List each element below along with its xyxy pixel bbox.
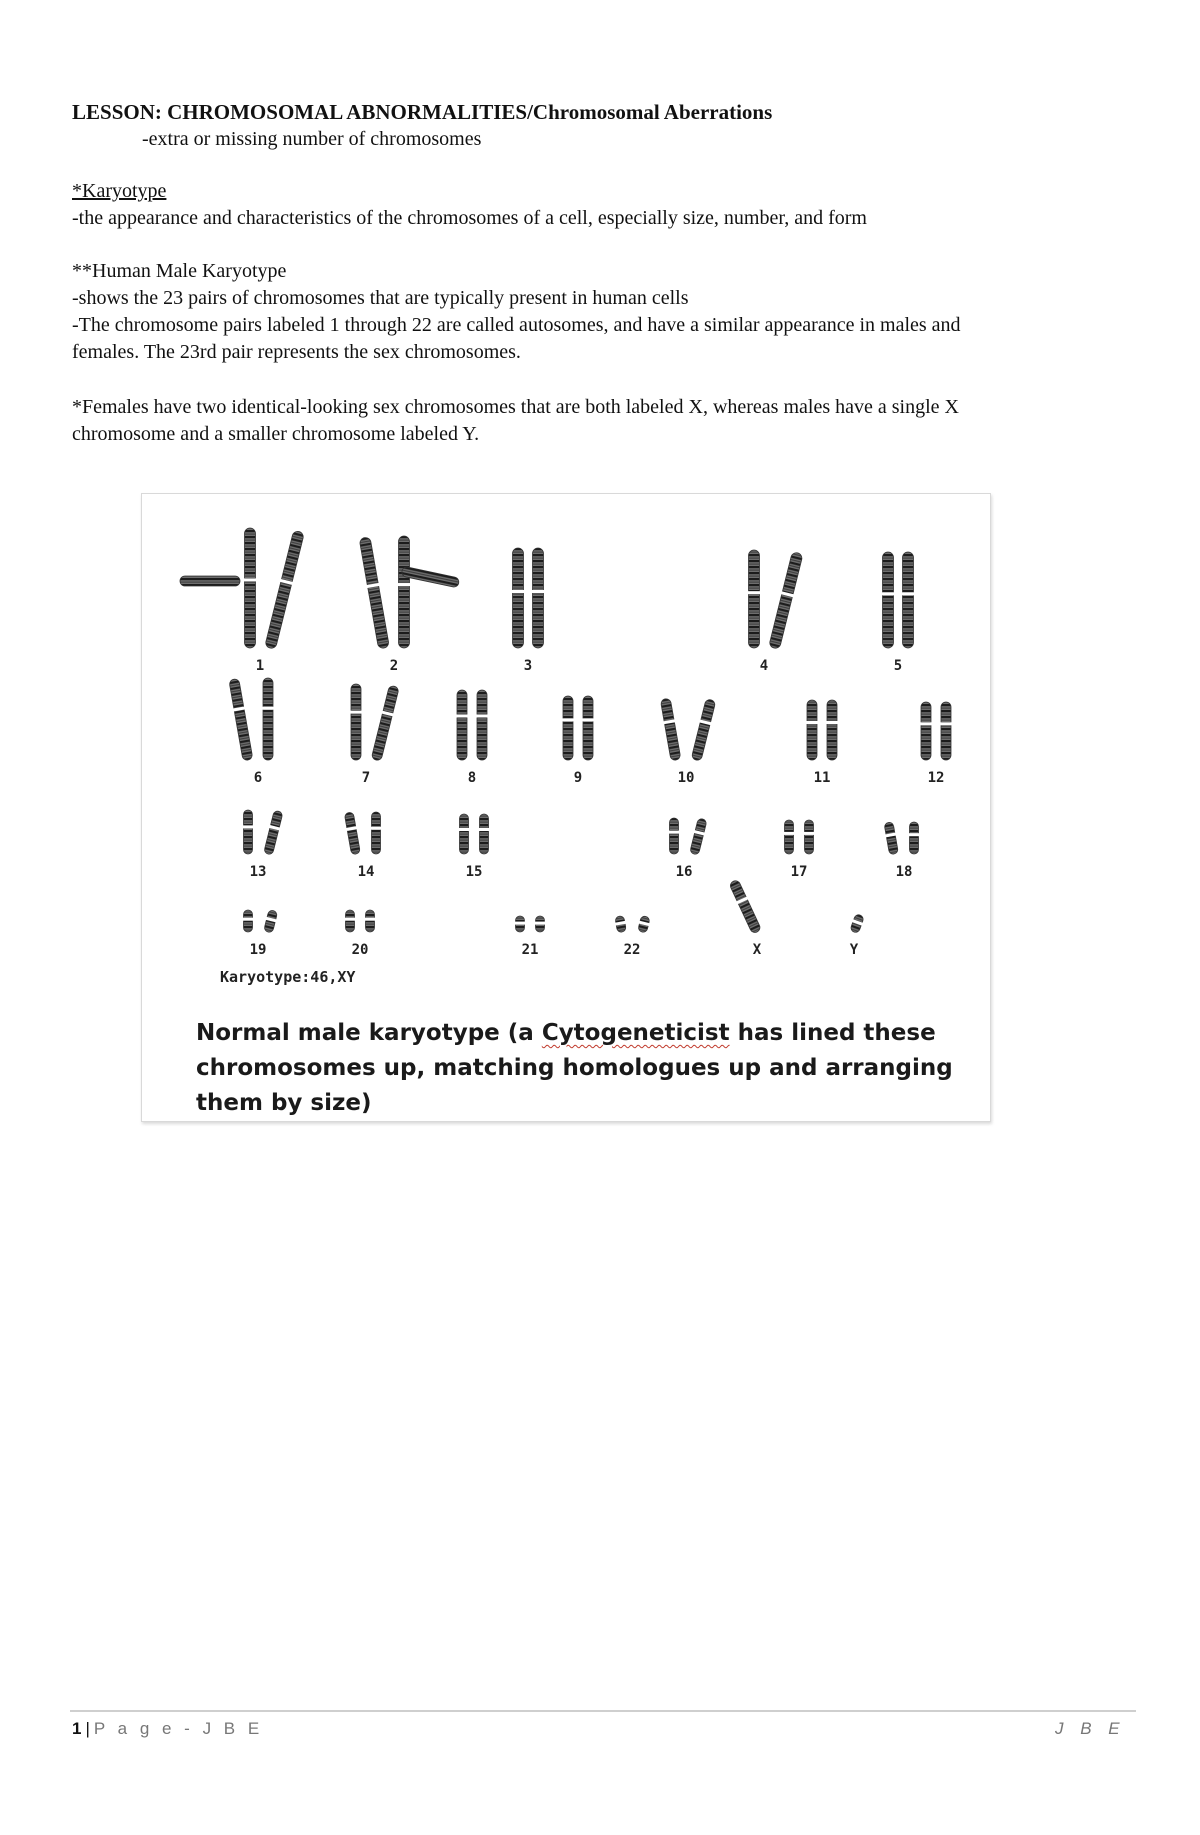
chromosome-12-2 xyxy=(941,702,951,760)
chromosome-pair-19 xyxy=(243,910,278,934)
chromosome-3-1 xyxy=(513,548,524,648)
chromosome-label-19: 19 xyxy=(249,942,267,958)
chromosome-label-10: 10 xyxy=(677,770,695,786)
centromere-17-2 xyxy=(804,832,815,835)
chromosome-label-22: 22 xyxy=(623,942,641,958)
karyotype-definition: -the appearance and characteristics of the chromosomes of a cell, especially size, number, and form xyxy=(72,207,867,229)
chromosome-15-1 xyxy=(460,814,469,854)
centromere-13-1 xyxy=(243,825,254,828)
centromere-12-1 xyxy=(920,722,932,725)
male-karyotype-line-2: -The chromosome pairs labeled 1 through 22 are called autosomes, and have a similar appearance in males and xyxy=(72,314,961,336)
chromosome-6-1 xyxy=(229,678,253,760)
chromosome-label-5: 5 xyxy=(893,658,903,674)
chromosome-label-x: X xyxy=(752,942,762,958)
chromosome-9-2 xyxy=(583,696,593,760)
caption-part-1: Normal male karyotype (a xyxy=(196,1020,542,1046)
chromosome-x-1 xyxy=(729,879,762,934)
chromosome-1-2 xyxy=(265,530,305,649)
chromosome-14-1 xyxy=(344,812,360,855)
chromosome-5-1 xyxy=(883,552,894,648)
centromere-20-1 xyxy=(345,918,356,921)
centromere-5-1 xyxy=(882,592,895,595)
chromosome-pair-18 xyxy=(884,822,919,855)
centromere-2-2 xyxy=(398,583,411,586)
karyotype-figure xyxy=(141,493,991,1122)
chromosome-pair-x xyxy=(729,879,762,934)
chromosome-label-20: 20 xyxy=(351,942,369,958)
footer-separator: | xyxy=(85,1719,90,1738)
footer-page-info xyxy=(72,1719,263,1739)
chromosome-18-1 xyxy=(884,822,898,855)
chromosome-6-2 xyxy=(263,678,273,760)
centromere-8-1 xyxy=(456,715,468,718)
chromosome-13-2 xyxy=(264,810,283,855)
centromere-5-2 xyxy=(902,592,915,595)
chromosome-label-4: 4 xyxy=(759,658,769,674)
chromosome-14-2 xyxy=(372,812,381,854)
karyotype-heading: *Karyotype xyxy=(72,180,167,202)
chromosome-10-2 xyxy=(691,699,716,762)
note-line-1: *Females have two identical-looking sex chromosomes that are both labeled X, whereas males have a single X xyxy=(72,396,959,418)
centromere-6-2 xyxy=(262,707,274,710)
chromosome-pair-1 xyxy=(180,528,304,649)
centromere-15-2 xyxy=(479,828,490,831)
chromosome-1-1 xyxy=(245,528,256,648)
chromosome-20-1 xyxy=(346,910,355,932)
lesson-subtitle: -extra or missing number of chromosomes xyxy=(142,128,482,150)
chromosome-pair-4 xyxy=(748,550,804,649)
chromosome-label-3: 3 xyxy=(523,658,533,674)
centromere-20-2 xyxy=(365,918,376,921)
chromosome-19-1 xyxy=(244,910,253,932)
chromosome-pair-13 xyxy=(243,810,284,855)
chromosome-pair-14 xyxy=(344,812,381,855)
centromere-21-1 xyxy=(515,922,526,925)
centromere-21-2 xyxy=(535,922,546,925)
chromosome-9-1 xyxy=(563,696,573,760)
centromere-3-1 xyxy=(512,590,525,593)
centromere-18-2 xyxy=(909,833,920,836)
centromere-15-1 xyxy=(459,828,470,831)
chromosome-7-1 xyxy=(351,684,361,760)
chromosome-label-1: 1 xyxy=(255,658,265,674)
chromosome-pair-2 xyxy=(359,536,460,649)
chromosome-label-y: Y xyxy=(849,942,859,958)
chromosome-12-1 xyxy=(921,702,931,760)
chromosome-label-18: 18 xyxy=(895,864,913,880)
chromosome-4-2 xyxy=(769,552,803,650)
centromere-3-2 xyxy=(532,590,545,593)
chromosome-20-2 xyxy=(366,910,375,932)
chromosome-5-2 xyxy=(903,552,914,648)
footer-divider xyxy=(70,1710,1136,1712)
male-karyotype-heading: **Human Male Karyotype xyxy=(72,260,287,282)
footer-page-text: P a g e - J B E xyxy=(93,1719,264,1738)
chromosome-7-2 xyxy=(371,685,399,761)
chromosome-label-15: 15 xyxy=(465,864,483,880)
centromere-9-1 xyxy=(562,718,574,721)
chromosome-pair-7 xyxy=(350,684,399,761)
chromosome-2-1 xyxy=(359,537,389,649)
centromere-14-2 xyxy=(371,827,382,830)
centromere-17-1 xyxy=(784,832,795,835)
chromosome-17-1 xyxy=(785,820,794,854)
centromere-1-1 xyxy=(244,578,257,581)
male-karyotype-line-3: females. The 23rd pair represents the sex chromosomes. xyxy=(72,341,521,363)
chromosome-11-2 xyxy=(827,700,837,760)
chromosome-label-14: 14 xyxy=(357,864,375,880)
note-line-2: chromosome and a smaller chromosome labeled Y. xyxy=(72,423,480,445)
chromosome-8-2 xyxy=(477,690,487,760)
chromosome-4-1 xyxy=(749,550,760,648)
chromosome-label-9: 9 xyxy=(573,770,583,786)
chromosome-17-2 xyxy=(805,820,814,854)
centromere-16-1 xyxy=(669,831,680,834)
chromosome-pair-16 xyxy=(669,818,708,855)
chromosome-images xyxy=(180,528,952,934)
karyotype-label: Karyotype:46,XY xyxy=(220,968,356,986)
figure-caption xyxy=(196,1016,956,1121)
chromosome-pair-6 xyxy=(229,678,274,761)
chromosome-label-13: 13 xyxy=(249,864,267,880)
chromosome-16-1 xyxy=(670,818,679,854)
chromosome-pair-5 xyxy=(882,552,915,648)
chromosome-pair-15 xyxy=(459,814,490,854)
centromere-11-1 xyxy=(806,721,818,724)
centromere-9-2 xyxy=(582,718,594,721)
chromosome-16-2 xyxy=(690,818,707,855)
chromosome-8-1 xyxy=(457,690,467,760)
chromosome-pair-21 xyxy=(515,916,546,932)
chromosome-label-6: 6 xyxy=(253,770,263,786)
chromosome-pair-9 xyxy=(562,696,594,760)
male-karyotype-line-1: -shows the 23 pairs of chromosomes that are typically present in human cells xyxy=(72,287,689,309)
chromosome-pair-8 xyxy=(456,690,488,760)
chromosome-pair-20 xyxy=(345,910,376,932)
chromosome-pair-22 xyxy=(615,915,650,933)
chromosome-pair-10 xyxy=(660,698,716,761)
chromosome-label-21: 21 xyxy=(521,942,539,958)
chromosome-13-1 xyxy=(244,810,253,854)
chromosome-label-2: 2 xyxy=(389,658,399,674)
page-number: 1 xyxy=(72,1719,82,1738)
chromosome-10-1 xyxy=(660,698,681,761)
chromosome-label-16: 16 xyxy=(675,864,693,880)
chromosome-label-7: 7 xyxy=(361,770,371,786)
chromosome-2-2 xyxy=(399,536,410,648)
chromosome-1-arm xyxy=(180,576,240,586)
chromosome-label-12: 12 xyxy=(927,770,945,786)
lesson-title: LESSON: CHROMOSOMAL ABNORMALITIES/Chromosomal Aberrations xyxy=(72,100,773,124)
caption-term: Cytogeneticist xyxy=(541,1020,730,1046)
chromosome-pair-y xyxy=(850,914,865,934)
chromosome-label-17: 17 xyxy=(790,864,808,880)
chromosome-15-2 xyxy=(480,814,489,854)
chromosome-pair-17 xyxy=(784,820,815,854)
centromere-19-1 xyxy=(243,918,254,921)
chromosome-pair-3 xyxy=(512,548,545,648)
chromosome-11-1 xyxy=(807,700,817,760)
centromere-7-1 xyxy=(350,711,362,714)
chromosome-18-2 xyxy=(910,822,919,854)
chromosome-label-8: 8 xyxy=(467,770,477,786)
caption-part-2: has lined these chromosomes up, matching homologues up and arranging them by size) xyxy=(196,1020,953,1116)
chromosome-pair-12 xyxy=(920,702,952,760)
centromere-8-2 xyxy=(476,715,488,718)
centromere-4-1 xyxy=(748,591,761,594)
chromosome-3-2 xyxy=(533,548,544,648)
chromosome-pair-11 xyxy=(806,700,838,760)
footer-initials: J B E xyxy=(1055,1719,1126,1738)
centromere-11-2 xyxy=(826,721,838,724)
chromosome-label-11: 11 xyxy=(813,770,831,786)
centromere-12-2 xyxy=(940,722,952,725)
